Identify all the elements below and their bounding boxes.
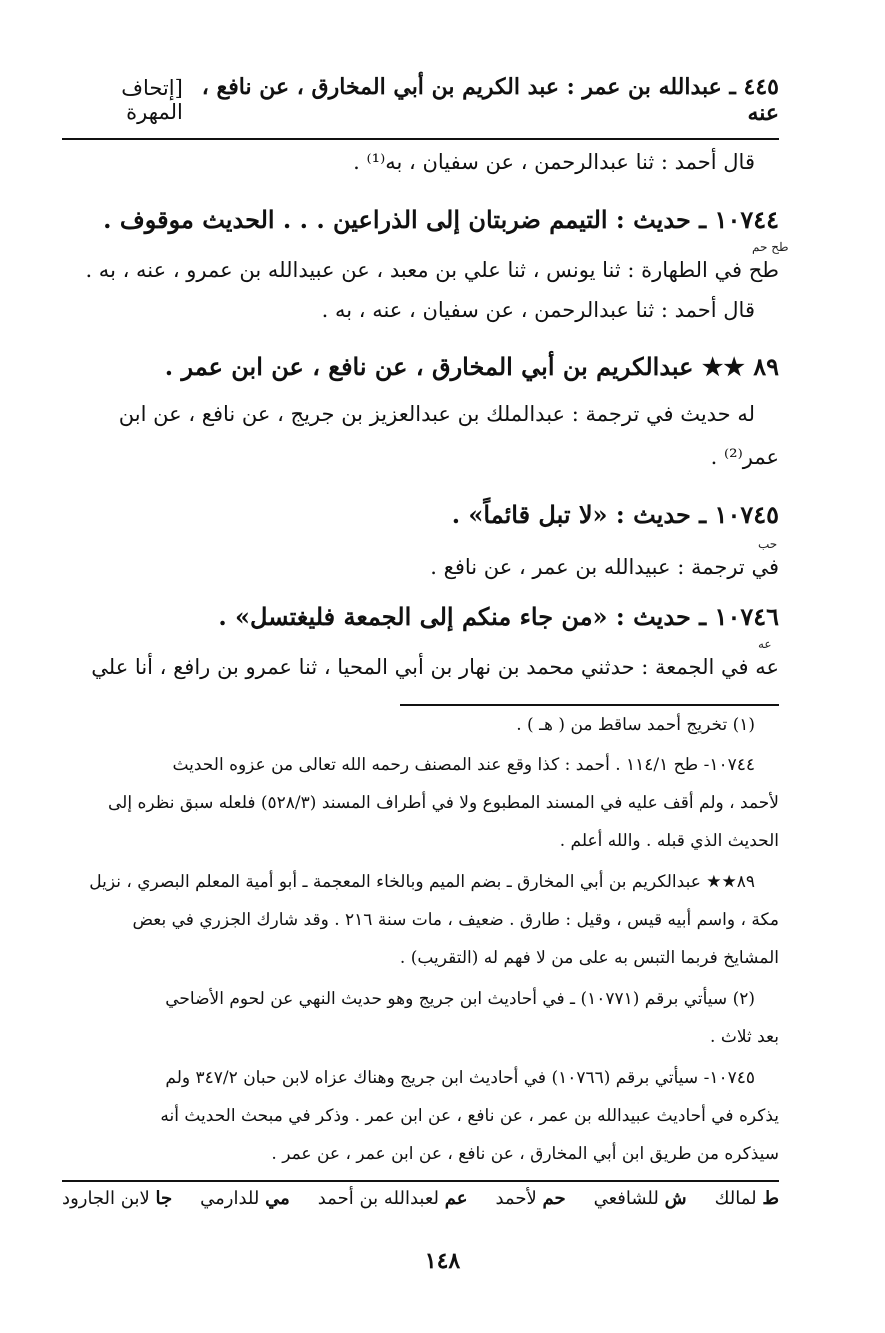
legend-entry: حم لأحمد	[495, 1188, 566, 1209]
footnote-line: ٨٩★★ عبدالكريم بن أبي المخارق ـ بضم الميم وبالخاء المعجمة ـ أبو أمية المعلم البصري ، نزيل	[89, 872, 755, 892]
header-book-title: [إتحاف المهرة	[121, 76, 183, 124]
footnote-line: المشايخ فربما التبس به على من لا فهم له (التقريب) .	[399, 948, 779, 968]
abbreviation-legend	[62, 1188, 779, 1209]
margin-source-code: عه	[758, 637, 772, 651]
footnote-separator	[400, 704, 779, 706]
running-header	[62, 74, 779, 126]
footnote-line: سيذكره من طريق ابن أبي المخارق ، عن نافع ، عن ابن عمر ، عن عمر .	[271, 1144, 779, 1164]
text-line: عمر⁽²⁾ .	[710, 445, 779, 469]
hadith-heading: ١٠٧٤٤ ـ حديث : التيمم ضربتان إلى الذراعين . . . الحديث موقوف .	[103, 205, 779, 234]
narrator-heading: ٨٩ ★★ عبدالكريم بن أبي المخارق ، عن نافع ، عن ابن عمر .	[164, 352, 779, 381]
margin-source-code: حب	[758, 537, 778, 551]
footnote-line: مكة ، واسم أبيه قيس ، وقيل : طارق . ضعيف ، مات سنة ٢١٦ . وقد شارك الجزري في بعض	[132, 910, 779, 930]
footnote-line: بعد ثلاث .	[710, 1027, 779, 1047]
footnote-line: ١٠٧٤٥- سيأتي برقم (١٠٧٦٦) في أحاديث ابن جريج وهناك عزاه لابن حبان ٣٤٧/٢ ولم	[165, 1068, 755, 1088]
legend-entry: جا لابن الجارود	[62, 1188, 173, 1209]
text-line: عه في الجمعة : حدثني محمد بن نهار بن أبي المحيا ، ثنا عمرو بن رافع ، أنا علي	[91, 655, 779, 679]
hadith-heading: ١٠٧٤٥ ـ حديث : «لا تبل قائماً» .	[451, 500, 779, 529]
header-title: ٤٤٥ ـ عبدالله بن عمر : عبد الكريم بن أبي المخارق ، عن نافع ، عنه	[201, 74, 779, 126]
footnote-line: الحديث الذي قبله . والله أعلم .	[559, 831, 779, 851]
text-line: قال أحمد : ثنا عبدالرحمن ، عن سفيان ، عنه ، به .	[321, 298, 755, 322]
text-line: له حديث في ترجمة : عبدالملك بن عبدالعزيز بن جريج ، عن نافع ، عن ابن	[118, 402, 755, 426]
footnote-line: لأحمد ، ولم أقف عليه في المسند المطبوع ولا في أطراف المسند (٥٢٨/٣) فلعله سبق نظره إلى	[107, 793, 779, 813]
footnote-line: (٢) سيأتي برقم (١٠٧٧١) ـ في أحاديث ابن جريج وهو حديث النهي عن لحوم الأضاحي	[165, 989, 755, 1009]
legend-separator	[62, 1180, 779, 1182]
legend-entry: مي للدارمي	[200, 1188, 290, 1209]
page-number: ١٤٨	[424, 1248, 461, 1274]
footnote-line: يذكره في أحاديث عبيدالله بن عمر ، عن نافع ، عن ابن عمر . وذكر في مبحث الحديث أنه	[160, 1106, 779, 1126]
text-line: قال أحمد : ثنا عبدالرحمن ، عن سفيان ، به⁽¹⁾ .	[353, 150, 755, 174]
footnote-line: (١) تخريج أحمد ساقط من ( هـ ) .	[516, 715, 755, 735]
header-rule	[62, 138, 779, 140]
legend-entry: ش للشافعي	[593, 1188, 687, 1209]
legend-entry: ط لمالك	[714, 1188, 779, 1209]
text-line: طح في الطهارة : ثنا يونس ، ثنا علي بن معبد ، عن عبيدالله بن عمرو ، عنه ، به .	[85, 258, 779, 282]
text-line: في ترجمة : عبيدالله بن عمر ، عن نافع .	[430, 555, 779, 579]
margin-source-code: طح حم	[752, 240, 789, 254]
footnote-line: ١٠٧٤٤- طح ١١٤/١ . أحمد : كذا وقع عند المصنف رحمه الله تعالى من عزوه الحديث	[172, 755, 755, 775]
hadith-heading: ١٠٧٤٦ ـ حديث : «من جاء منكم إلى الجمعة فليغتسل» .	[218, 602, 779, 631]
legend-entry: عم لعبدالله بن أحمد	[317, 1188, 468, 1209]
